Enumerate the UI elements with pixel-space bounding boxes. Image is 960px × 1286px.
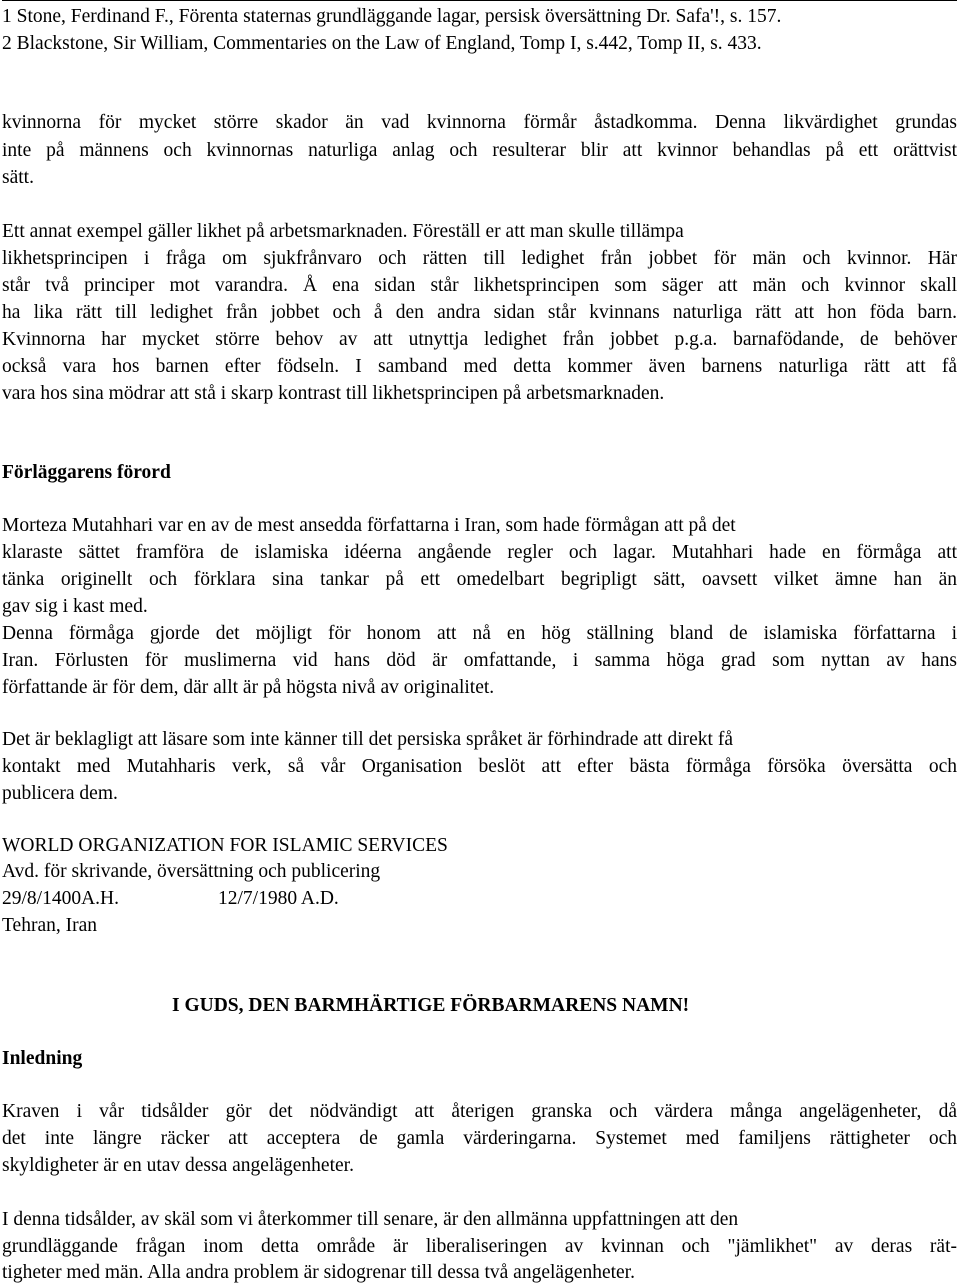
org-department: Avd. för skrivande, översättning och publicering bbox=[2, 861, 381, 882]
body-line: vara hos sina mödrar att stå i skarp kontrast till likhetsprincipen på arbetsmarknaden. bbox=[2, 383, 665, 404]
body-line: sätt. bbox=[2, 167, 34, 188]
body-line: också vara hos barnen efter födseln. I samband med detta kommer även barnens naturliga rätt att få bbox=[2, 356, 957, 377]
body-line: står två principer mot varandra. Å ena sidan står likhetsprincipen som säger att män och kvinnor skall bbox=[2, 275, 957, 296]
body-line: skyldigheter är en utav dessa angelägenheter. bbox=[2, 1155, 354, 1176]
date-ad: 12/7/1980 A.D. bbox=[218, 888, 339, 909]
body-line: tigheter med män. Alla andra problem är sidogrenar till dessa två angelägenheter. bbox=[2, 1262, 635, 1283]
body-line: likhetsprincipen i fråga om sjukfrånvaro och rätten till ledighet från jobbet för män och kvinnor. Här bbox=[2, 248, 957, 269]
body-line: gav sig i kast med. bbox=[2, 596, 148, 617]
body-line: Kvinnorna har mycket större behov av att utnyttja ledighet från jobbet p.g.a. barnafödande, de behöver bbox=[2, 329, 957, 350]
body-line: klaraste sättet framföra de islamiska idéerna angående regler och lagar. Mutahhari hade en förmåga att bbox=[2, 542, 957, 563]
body-line: författande är för dem, där allt är på högsta nivå av originalitet. bbox=[2, 677, 495, 698]
introduction-heading: Inledning bbox=[2, 1048, 83, 1069]
body-line: kontakt med Mutahharis verk, så vår Organisation beslöt att efter bästa förmåga försöka översätta och bbox=[2, 756, 957, 777]
body-line: grundläggande frågan inom detta område är liberaliseringen av kvinnan och "jämlikhet" av deras rät- bbox=[2, 1236, 957, 1257]
body-line: Morteza Mutahhari var en av de mest ansedda författarna i Iran, som hade förmågan att på det bbox=[2, 515, 736, 536]
org-name: WORLD ORGANIZATION FOR ISLAMIC SERVICES bbox=[2, 835, 448, 856]
body-line: Kraven i vår tidsålder gör det nödvändigt att återigen granska och värdera många angelägenheter, då bbox=[2, 1101, 957, 1122]
footnote-2: 2 Blackstone, Sir William, Commentaries on the Law of England, Tomp I, s.442, Tomp II, s. 433. bbox=[2, 33, 762, 54]
body-line: kvinnorna för mycket större skador än vad kvinnorna förmår åstadkomma. Denna likvärdighet grundas bbox=[2, 112, 957, 133]
body-line: ha lika rätt till ledighet från jobbet och å den andra sidan står kvinnans naturliga rätt att hon föda barn. bbox=[2, 302, 957, 323]
footnote-1: 1 Stone, Ferdinand F., Förenta staternas grundläggande lagar, persisk översättning Dr. Safa'!, s. 157. bbox=[2, 6, 782, 27]
body-line: Det är beklagligt att läsare som inte känner till det persiska språket är förhindrade att direkt få bbox=[2, 729, 733, 750]
body-line: det inte längre räcker att acceptera de gamla värderingarna. Systemet med familjens rättigheter och bbox=[2, 1128, 957, 1149]
body-line: inte på männens och kvinnornas naturliga anlag och resulterar blir att kvinnor behandlas på ett orättvist bbox=[2, 140, 957, 161]
body-line: Denna förmåga gjorde det möjligt för honom att nå en hög ställning bland de islamiska författarna i bbox=[2, 623, 957, 644]
body-line: Iran. Förlusten för muslimerna vid hans död är omfattande, i samma höga grad som nyttan av hans bbox=[2, 650, 957, 671]
body-line: Ett annat exempel gäller likhet på arbetsmarknaden. Föreställ er att man skulle tillämpa bbox=[2, 221, 684, 242]
body-line: tänka originellt och förklara sina tankar på ett omedelbart begripligt sätt, oavsett vilket ämne han än bbox=[2, 569, 957, 590]
body-line: publicera dem. bbox=[2, 783, 118, 804]
date-hijri: 29/8/1400A.H. bbox=[2, 888, 119, 909]
footnote-rule bbox=[2, 0, 957, 1]
foreword-heading: Förläggarens förord bbox=[2, 462, 171, 483]
place: Tehran, Iran bbox=[2, 915, 97, 936]
body-line: I denna tidsålder, av skäl som vi återkommer till senare, är den allmänna uppfattningen att den bbox=[2, 1209, 739, 1230]
invocation-heading: I GUDS, DEN BARMHÄRTIGE FÖRBARMARENS NAMN! bbox=[172, 995, 690, 1016]
